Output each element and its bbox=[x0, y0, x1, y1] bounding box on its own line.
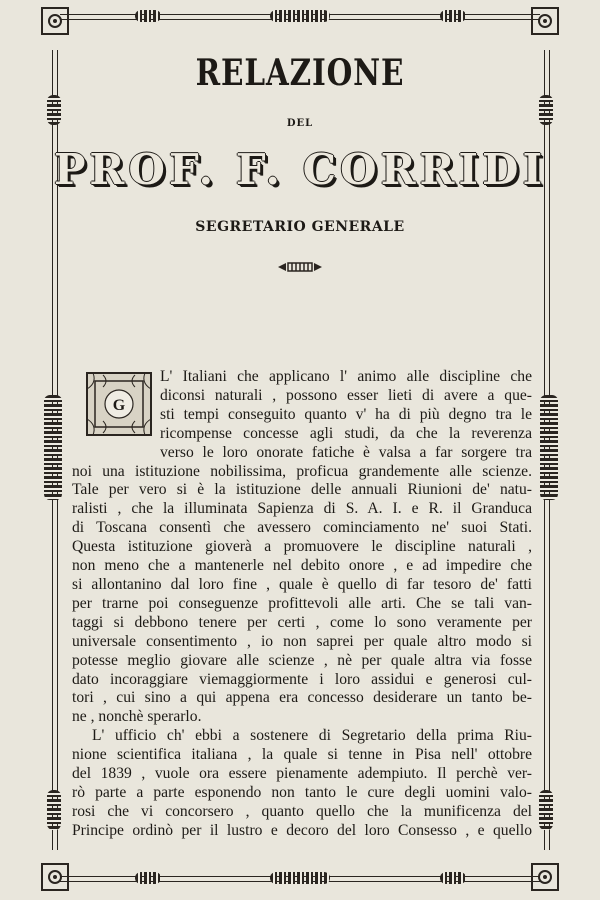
text-line: rosi che vi concorsero , quanto quello che la munificenza del bbox=[72, 802, 532, 820]
text-line: L' ufficio ch' ebbi a sostenere di Segretario della prima Riu- bbox=[92, 727, 532, 745]
text-line: Principe ordinò per il lustro e decoro del loro Consesso , e quello bbox=[72, 821, 532, 839]
fleuron-icon bbox=[276, 261, 324, 273]
text-line: ralisti , che la illuminata Sapienza di S. A. I. e R. il Granduca bbox=[72, 500, 532, 518]
document-title: RELAZIONE bbox=[195, 52, 405, 94]
text-line: tori , cui sino a qui appena era concesso desiderare un tanto be- bbox=[72, 689, 532, 707]
text-line: ricompense concesse agli studi, da che la reverenza bbox=[160, 424, 532, 442]
title-preposition: DEL bbox=[286, 118, 314, 129]
text-line: diconsi naturali , possono esser lieti di avere a que- bbox=[160, 386, 532, 404]
text-line: sti tempi conseguito quanto v' ha di più degno tra le bbox=[160, 405, 532, 423]
corner-ornament-icon bbox=[40, 6, 70, 36]
text-line: Tale per vero si è la istituzione delle annuali Riunioni de' natu- bbox=[72, 481, 532, 499]
text-line: universale consentimento , io non saprei per quale altro modo si bbox=[72, 632, 532, 650]
text-line: potesse meglio giovare alle scienze , nè per quale altra via fosse bbox=[72, 651, 532, 669]
text-line: del 1839 , vuole ora essere pienamente adempiuto. Il perchè ver- bbox=[72, 765, 532, 783]
text-line: noi una istituzione nobilissima, proficua grandemente alle scienze. bbox=[72, 462, 532, 480]
text-line: rò parte a parte esponendo non tanto le cure degli uomini valo- bbox=[72, 783, 532, 801]
corner-ornament-icon bbox=[40, 862, 70, 892]
author-name: PROF. F. CORRIDI bbox=[53, 145, 547, 194]
text-line: nione scientifica italiana , la quale si tenne in Pisa nell' ottobre bbox=[72, 746, 532, 764]
text-line: non meno che a mantenerle nel debito onore , e ad impedire che bbox=[72, 557, 532, 575]
report-body bbox=[72, 368, 532, 841]
text-line: ne , nonchè sperarlo. bbox=[72, 708, 202, 726]
corner-ornament-icon bbox=[530, 6, 560, 36]
corner-ornament-icon bbox=[530, 862, 560, 892]
text-line: L' Italiani che applicano l' animo alle discipline che bbox=[160, 368, 532, 385]
text-line: Questa istituzione gioverà a promuovere le discipline naturali , bbox=[72, 538, 532, 556]
text-line: dato incoraggiare viemaggiormente i loro assidui e generosi cul- bbox=[72, 670, 532, 688]
text-line: verso le loro onorate fatiche è valsa a far sorgere tra bbox=[160, 443, 532, 461]
text-line: si allontanino dal loro fine , quale è quello di far tesoro de' fatti bbox=[72, 575, 532, 593]
text-line: taggi si debbono tenere per certi , come lo sono veramente per bbox=[72, 613, 532, 631]
text-line: per trarne poi conseguenze profittevoli alle arti. Che se tali van- bbox=[72, 594, 532, 612]
drop-cap-letter: G bbox=[112, 397, 126, 414]
author-role: SEGRETARIO GENERALE bbox=[195, 219, 405, 235]
text-line: di Toscana consentì che avessero cominciamento ne' suoi Stati. bbox=[72, 519, 532, 537]
